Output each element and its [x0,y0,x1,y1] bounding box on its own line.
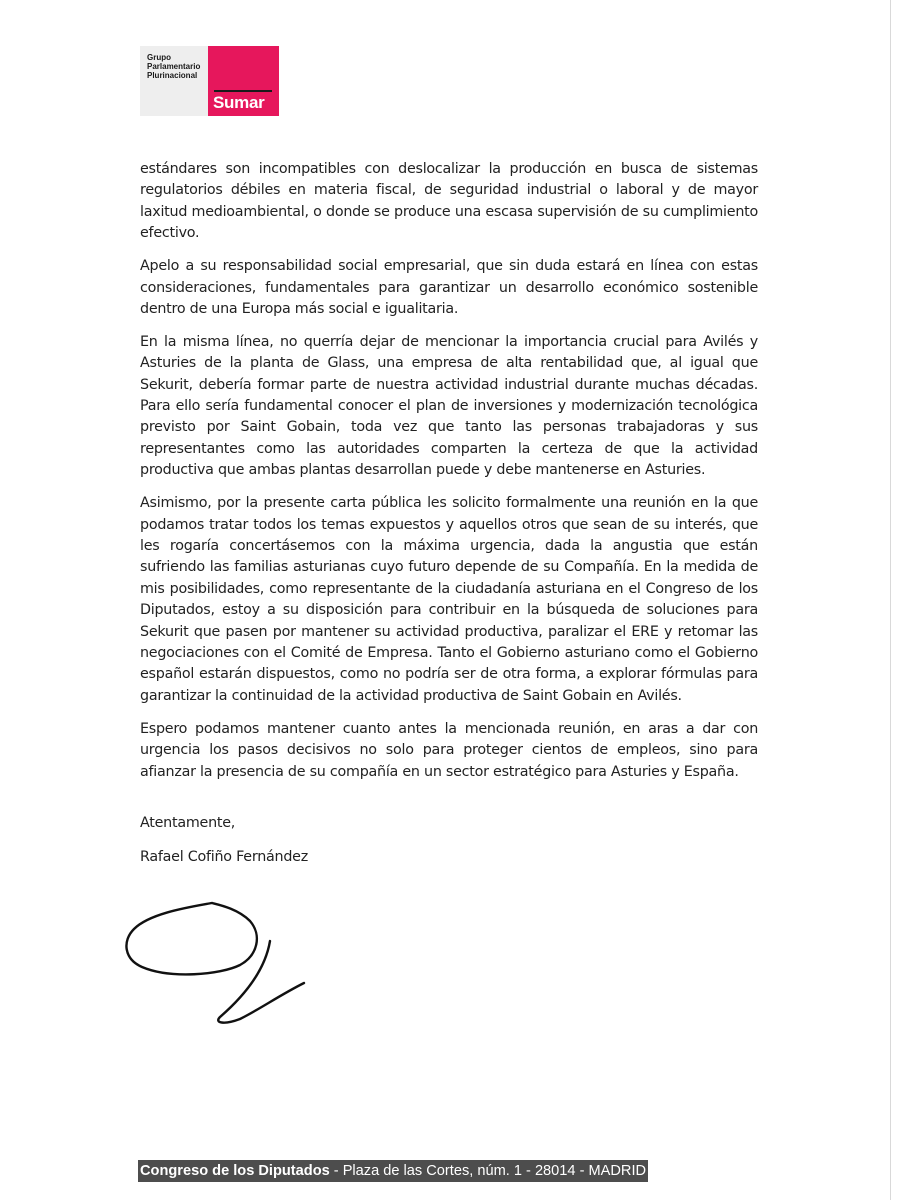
logo-line-1: Grupo [147,53,171,62]
paragraph-3: En la misma línea, no querría dejar de mencionar la importancia crucial para Avilés y Asturies de la planta de Glass, una empresa de alta rentabilidad que, al igual que Sekurit, debería formar parte de nuestra actividad industrial durante muchas décadas. Para ello sería fundamental conocer el plan de inversiones y modernización tecnológica previsto por Saint Gobain, toda vez que tanto las personas trabajadoras y sus representantes como las autoridades comparten la certeza de que la actividad productiva que ambas plantas desarrollan puede y debe mantenerse en Asturies. [140,333,758,479]
logo-rule [214,90,272,92]
handwritten-signature [120,895,320,1035]
paragraph-5: Espero podamos mantener cuanto antes la mencionada reunión, en aras a dar con urgencia los pasos decisivos no solo para proteger cientos de empleos, sino para afianzar la presencia de su compañía en un sector estratégico para Asturies y España. [140,720,758,780]
logo-group-name [147,53,200,80]
paragraph-2: Apelo a su responsabilidad social empresarial, que sin duda estará en línea con estas consideraciones, fundamentales para garantizar un desarrollo económico sostenible dentro de una Europa más social e igualitaria. [140,258,758,317]
footer-institution: Congreso de los Diputados [140,1163,330,1179]
sumar-logo [140,46,279,116]
logo-brand: Sumar [213,93,265,112]
page-edge [890,0,891,1200]
footer-address [138,1160,648,1182]
footer-address-text: - Plaza de las Cortes, núm. 1 - 28014 - MADRID [329,1163,647,1179]
logo-line-2: Parlamentario [147,62,201,71]
closing-salutation: Atentamente, [140,815,236,831]
paragraph-4: Asimismo, por la presente carta pública les solicito formalmente una reunión en la que podamos tratar todos los temas expuestos y aquellos otros que sean de su interés, que les rogaría concertásemos con la máxima urgencia, dada la angustia que están sufriendo las familias asturianas cuyo futuro depende de su Compañía. En la medida de mis posibilidades, como representante de la ciudadanía asturiana en el Congreso de los Diputados, estoy a su disposición para contribuir en la búsqueda de soluciones para Sekurit que pasen por mantener su actividad productiva, paralizar el ERE y retomar las negociaciones con el Comité de Empresa. Tanto el Gobierno asturiano como el Gobierno español estarán dispuestos, como no podría ser de otra forma, a explorar fórmulas para garantizar la continuidad de la actividad productiva de Saint Gobain en Avilés. [140,495,758,704]
paragraph-1: estándares son incompatibles con deslocalizar la producción en busca de sistemas regulatorios débiles en materia fiscal, de seguridad industrial o laboral y de mayor laxitud medioambiental, o donde se produce una escasa supervisión de su cumplimiento efectivo. [140,161,758,242]
signer-name: Rafael Cofiño Fernández [140,849,308,865]
letter-body [140,159,758,794]
logo-line-3: Plurinacional [147,71,198,80]
